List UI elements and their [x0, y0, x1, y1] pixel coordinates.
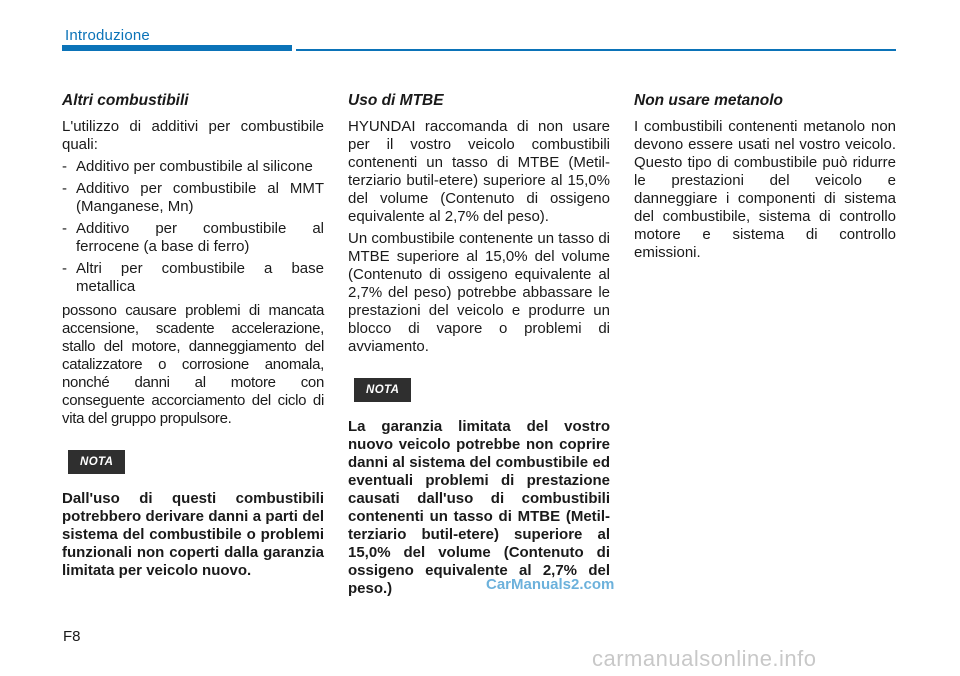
column-other-fuels	[62, 92, 324, 580]
intro-paragraph: L'utilizzo di additivi per combustibile quali:	[62, 118, 324, 153]
watermark-carmanualsonline: carmanualsonline.info	[592, 646, 817, 671]
header-rule-accent	[62, 45, 292, 51]
mtbe-paragraph-2: Un combustibile contenente un tasso di MTBE superiore al 15,0% del volume (Contenuto di ossigeno equivalente al 2,7% del peso) potrebbe abbassare le prestazioni del veicolo e produrre un blocco di vapore o problemi di avviamento.	[348, 230, 610, 355]
heading-mtbe: Uso di MTBE	[348, 92, 444, 109]
column-methanol	[634, 92, 896, 266]
methanol-paragraph: I combustibili contenenti metanolo non devono essere usati nel vostro veicolo. Questo tipo di combustibile può ridurre le prestazioni del veicolo e danneggiare i componenti di sistema del combustibile, sistema di controllo motore e sistema di controllo emissioni.	[634, 118, 896, 261]
watermark-carmanuals: CarManuals2.com	[486, 576, 615, 593]
note-text: Dall'uso di questi combustibili potrebbero derivare danni a parti del sistema del combustibile o problemi funzionali non coperti dalla garanzia limitata per veicolo nuovo.	[62, 490, 324, 579]
note-badge: NOTA	[354, 378, 411, 402]
list-item: - Additivo per combustibile al silicone	[62, 158, 324, 176]
list-item: - Additivo per combustibile al ferrocene (a base di ferro)	[62, 220, 324, 256]
section-title: Introduzione	[65, 27, 150, 44]
note-badge: NOTA	[68, 450, 125, 474]
list-item: - Altri per combustibile a base metallica	[62, 260, 324, 296]
additive-list	[62, 158, 324, 296]
header-rule-line	[296, 49, 896, 51]
column-mtbe	[348, 92, 610, 598]
list-item: - Additivo per combustibile al MMT (Manganese, Mn)	[62, 180, 324, 216]
body-paragraph: possono causare problemi di mancata accensione, scadente accelerazione, stallo del motore, danneggiamento del catalizzatore o corrosione anomala, nonché danni al motore con conseguente accorciamento del ciclo di vita del gruppo propulsore.	[62, 302, 324, 427]
mtbe-paragraph-1: HYUNDAI raccomanda di non usare per il vostro veicolo combustibili contenenti un tasso di MTBE (Metil-terziario butil-etere) superiore al 15,0% del volume (Contenuto di ossigeno equivalente al 2,7% del peso).	[348, 118, 610, 225]
heading-methanol: Non usare metanolo	[634, 92, 783, 109]
heading-other-fuels: Altri combustibili	[62, 92, 189, 109]
page-number: F8	[63, 628, 81, 645]
note-text: La garanzia limitata del vostro nuovo veicolo potrebbe non coprire danni al sistema del combustibile ed eventuali problemi di prestazione causati dall'uso di combustibili contenenti un tasso di MTBE (Metil-terziario butil-etere) superiore al 15,0% del volume (Contenuto di ossigeno equivalente al 2,7% del peso.)	[348, 418, 610, 597]
